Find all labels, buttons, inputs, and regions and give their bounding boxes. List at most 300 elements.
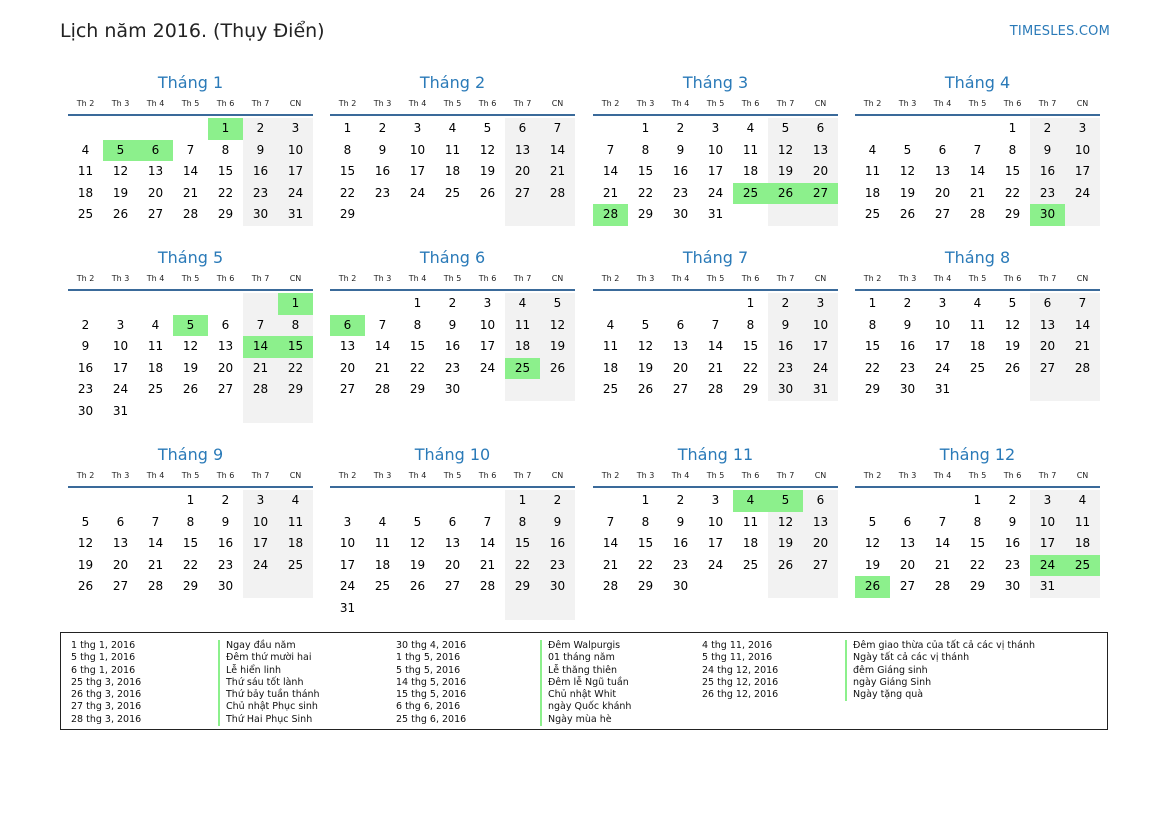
empty-day-cell [855, 118, 890, 140]
day-cell: 16 [217, 536, 234, 551]
day-cell: 21 [934, 557, 951, 572]
day-cell: 24 [278, 183, 313, 205]
weekday-label: Th 5 [968, 471, 987, 480]
month-block [593, 247, 838, 401]
day-cell: 30 [444, 382, 461, 397]
weekday-header [330, 97, 575, 116]
day-cell: 28 [479, 579, 496, 594]
day-cell: 15 [637, 164, 654, 179]
weekday-label: Th 6 [741, 471, 760, 480]
day-cell: 23 [1030, 183, 1065, 205]
weekday-label: Th 3 [636, 274, 655, 283]
day-cell: 25 [742, 557, 759, 572]
day-cell: 24 [409, 185, 426, 200]
day-cell: 4 [81, 142, 90, 157]
legend-names-col-3 [845, 640, 1035, 701]
weekday-label: Th 4 [933, 471, 952, 480]
legend-date: 27 thg 3, 2016 [71, 701, 142, 713]
weekday-label: Th 7 [1038, 471, 1057, 480]
day-cell: 16 [374, 164, 391, 179]
day-cell: 2 [676, 121, 685, 135]
day-cell: 31 [278, 204, 313, 226]
day-cell: 28 [182, 207, 199, 222]
empty-day-cell [103, 293, 138, 315]
day-cell: 23 [1004, 557, 1021, 572]
day-cell: 31 [707, 207, 724, 222]
day-cell: 14 [147, 536, 164, 551]
day-cell: 13 [803, 140, 838, 162]
weekday-label: Th 4 [933, 99, 952, 108]
day-cell: 14 [540, 140, 575, 162]
day-cell: 24 [934, 360, 951, 375]
day-cell: 13 [147, 164, 164, 179]
day-cell: 11 [1065, 512, 1100, 534]
weekday-label: Th 4 [671, 471, 690, 480]
month-title: Tháng 10 [414, 445, 491, 464]
weekday-label: Th 6 [741, 274, 760, 283]
weekday-label: Th 2 [76, 274, 95, 283]
empty-day-cell [243, 576, 278, 598]
day-cell: 29 [969, 579, 986, 594]
day-cell: 2 [81, 317, 90, 332]
day-cell: 9 [221, 514, 230, 529]
weekday-label: Th 3 [373, 274, 392, 283]
day-cell: 24 [243, 555, 278, 577]
day-cell: 2 [243, 118, 278, 140]
day-cell: 25 [969, 360, 986, 375]
day-cell: 22 [278, 358, 313, 380]
day-cell: 12 [768, 140, 803, 162]
weekday-label: CN [1076, 99, 1089, 108]
empty-day-cell [803, 204, 838, 226]
day-cell: 26 [899, 207, 916, 222]
day-cell: 17 [707, 164, 724, 179]
day-cell: 9 [243, 140, 278, 162]
day-cell: 6 [505, 118, 540, 140]
weekday-label: CN [289, 99, 302, 108]
day-cell: 22 [742, 360, 759, 375]
weekday-label: Th 5 [968, 274, 987, 283]
empty-day-cell [138, 490, 173, 512]
day-cell: 5 [868, 514, 877, 529]
day-cell: 10 [803, 315, 838, 337]
weekday-label: Th 3 [898, 471, 917, 480]
legend-date: 5 thg 1, 2016 [71, 652, 136, 664]
holiday-day-cell: 26 [768, 183, 803, 205]
day-cell: 21 [540, 161, 575, 183]
day-cell: 25 [864, 207, 881, 222]
legend-holiday-name: ngày Giáng Sinh [845, 677, 1035, 689]
weekday-label: Th 4 [146, 99, 165, 108]
day-cell: 21 [479, 557, 496, 572]
month-title: Tháng 5 [157, 248, 224, 267]
legend-date: 6 thg 6, 2016 [396, 701, 461, 713]
day-cell: 17 [1030, 533, 1065, 555]
day-cell: 18 [444, 164, 461, 179]
legend-holiday-name: Lễ thăng thiên [540, 665, 631, 677]
month-title: Tháng 12 [939, 445, 1016, 464]
day-cell: 29 [637, 207, 654, 222]
day-cell: 3 [803, 293, 838, 315]
weekday-header [855, 469, 1100, 488]
day-cell: 14 [374, 339, 391, 354]
legend-date: 25 thg 3, 2016 [71, 676, 142, 688]
day-cell: 22 [409, 360, 426, 375]
day-cell: 19 [899, 185, 916, 200]
day-cell: 26 [637, 382, 654, 397]
day-cell: 26 [1004, 360, 1021, 375]
day-cell: 18 [864, 185, 881, 200]
day-cell: 22 [637, 185, 654, 200]
weekday-header [330, 272, 575, 291]
weekday-label: Th 7 [776, 99, 795, 108]
legend-holiday-name: Ngày tặng quà [845, 689, 1035, 701]
day-cell: 30 [243, 204, 278, 226]
empty-day-cell [365, 490, 400, 512]
legend-holiday-name: Thứ sáu tốt lành [218, 677, 320, 689]
day-cell: 28 [147, 579, 164, 594]
weekday-label: Th 6 [216, 471, 235, 480]
day-cell: 31 [112, 403, 129, 418]
weekday-label: Th 5 [706, 99, 725, 108]
day-cell: 13 [1030, 315, 1065, 337]
legend-holiday-name: Chủ nhật Whit [540, 689, 631, 701]
weekday-label: Th 3 [898, 99, 917, 108]
day-cell: 9 [676, 514, 685, 529]
legend-holiday-name: 01 tháng năm [540, 652, 631, 664]
day-cell: 10 [278, 140, 313, 162]
day-cell: 3 [483, 296, 492, 310]
day-cell: 2 [378, 121, 387, 135]
day-cell: 23 [768, 358, 803, 380]
day-cell: 2 [1008, 493, 1017, 507]
day-cell: 3 [413, 121, 422, 135]
month-days-grid [68, 118, 313, 226]
month-block [593, 72, 838, 226]
weekday-label: CN [814, 471, 827, 480]
weekday-label: Th 2 [338, 471, 357, 480]
day-cell: 5 [641, 317, 650, 332]
legend-date: 24 thg 12, 2016 [702, 664, 779, 676]
day-cell: 23 [899, 360, 916, 375]
empty-day-cell [103, 118, 138, 140]
legend-holiday-name: Ngay đầu năm [218, 640, 320, 652]
day-cell: 29 [505, 576, 540, 598]
day-cell: 8 [343, 142, 352, 157]
day-cell: 8 [868, 317, 877, 332]
day-cell: 14 [602, 536, 619, 551]
day-cell: 28 [1065, 358, 1100, 380]
day-cell: 16 [444, 339, 461, 354]
empty-day-cell [698, 293, 733, 315]
day-cell: 29 [742, 382, 759, 397]
day-cell: 19 [112, 185, 129, 200]
weekday-label: Th 7 [1038, 274, 1057, 283]
day-cell: 18 [742, 536, 759, 551]
day-cell: 29 [182, 579, 199, 594]
day-cell: 10 [409, 142, 426, 157]
holiday-day-cell: 25 [733, 183, 768, 205]
weekday-label: Th 2 [338, 274, 357, 283]
empty-day-cell [470, 598, 505, 620]
day-cell: 17 [803, 336, 838, 358]
day-cell: 15 [637, 536, 654, 551]
day-cell: 7 [540, 118, 575, 140]
day-cell: 24 [707, 557, 724, 572]
weekday-label: Th 5 [181, 274, 200, 283]
day-cell: 8 [746, 317, 755, 332]
day-cell: 1 [641, 493, 650, 507]
legend-holiday-name: ngày Quốc khánh [540, 701, 631, 713]
month-days-grid [593, 490, 838, 598]
day-cell: 13 [672, 339, 689, 354]
day-cell: 3 [116, 317, 125, 332]
day-cell: 13 [444, 536, 461, 551]
holiday-day-cell: 25 [1065, 555, 1100, 577]
day-cell: 27 [899, 579, 916, 594]
weekday-label: Th 2 [863, 471, 882, 480]
day-cell: 19 [637, 360, 654, 375]
day-cell: 9 [81, 339, 90, 354]
day-cell: 4 [378, 514, 387, 529]
empty-day-cell [593, 490, 628, 512]
day-cell: 31 [803, 379, 838, 401]
empty-day-cell [243, 293, 278, 315]
day-cell: 15 [1004, 164, 1021, 179]
month-days-grid [68, 490, 313, 598]
day-cell: 30 [1004, 579, 1021, 594]
day-cell: 14 [479, 536, 496, 551]
day-cell: 20 [899, 557, 916, 572]
day-cell: 18 [602, 360, 619, 375]
weekday-label: CN [551, 471, 564, 480]
weekday-label: Th 7 [776, 471, 795, 480]
day-cell: 20 [147, 185, 164, 200]
month-block [330, 444, 575, 620]
legend-date: 26 thg 12, 2016 [702, 689, 779, 701]
day-cell: 22 [505, 555, 540, 577]
day-cell: 23 [77, 382, 94, 397]
day-cell: 7 [151, 514, 160, 529]
day-cell: 13 [217, 339, 234, 354]
day-cell: 8 [1008, 142, 1017, 157]
day-cell: 27 [672, 382, 689, 397]
day-cell: 17 [278, 161, 313, 183]
day-cell: 2 [221, 493, 230, 507]
day-cell: 20 [112, 557, 129, 572]
day-cell: 12 [182, 339, 199, 354]
day-cell: 2 [676, 493, 685, 507]
empty-day-cell [925, 490, 960, 512]
weekday-label: Th 3 [636, 471, 655, 480]
day-cell: 10 [1030, 512, 1065, 534]
day-cell: 12 [1004, 317, 1021, 332]
weekday-header [593, 97, 838, 116]
day-cell: 12 [864, 536, 881, 551]
legend-holiday-name: Đêm Walpurgis [540, 640, 631, 652]
day-cell: 5 [768, 118, 803, 140]
day-cell: 16 [77, 360, 94, 375]
day-cell: 15 [339, 164, 356, 179]
day-cell: 28 [934, 579, 951, 594]
weekday-label: CN [814, 99, 827, 108]
weekday-label: Th 6 [478, 99, 497, 108]
legend-holiday-name: Đêm lễ Ngũ tuần [540, 677, 631, 689]
day-cell: 1 [868, 296, 877, 310]
day-cell: 29 [278, 379, 313, 401]
empty-day-cell [470, 490, 505, 512]
day-cell: 3 [343, 514, 352, 529]
empty-day-cell [173, 401, 208, 423]
day-cell: 29 [409, 382, 426, 397]
day-cell: 1 [1008, 121, 1017, 135]
day-cell: 21 [147, 557, 164, 572]
month-days-grid [330, 490, 575, 620]
day-cell: 8 [186, 514, 195, 529]
day-cell: 2 [768, 293, 803, 315]
month-title: Tháng 8 [944, 248, 1011, 267]
day-cell: 26 [768, 555, 803, 577]
month-days-grid [593, 118, 838, 226]
day-cell: 8 [641, 514, 650, 529]
day-cell: 10 [1065, 140, 1100, 162]
day-cell: 4 [606, 317, 615, 332]
empty-day-cell [593, 293, 628, 315]
day-cell: 11 [147, 339, 164, 354]
day-cell: 2 [1030, 118, 1065, 140]
day-cell: 2 [540, 490, 575, 512]
day-cell: 11 [278, 512, 313, 534]
day-cell: 30 [768, 379, 803, 401]
legend-dates-col-3 [702, 640, 778, 701]
day-cell: 12 [768, 512, 803, 534]
day-cell: 17 [1065, 161, 1100, 183]
empty-day-cell [698, 576, 733, 598]
empty-day-cell [400, 598, 435, 620]
empty-day-cell [960, 379, 995, 401]
day-cell: 10 [112, 339, 129, 354]
day-cell: 20 [505, 161, 540, 183]
day-cell: 27 [934, 207, 951, 222]
day-cell: 11 [742, 514, 759, 529]
weekday-label: CN [551, 99, 564, 108]
month-days-grid [593, 293, 838, 401]
day-cell: 11 [77, 164, 94, 179]
day-cell: 20 [444, 557, 461, 572]
day-cell: 15 [505, 533, 540, 555]
day-cell: 14 [182, 164, 199, 179]
weekday-label: Th 2 [601, 99, 620, 108]
day-cell: 12 [112, 164, 129, 179]
empty-day-cell [540, 204, 575, 226]
month-block [855, 444, 1100, 598]
day-cell: 4 [868, 142, 877, 157]
legend-dates-col-1 [71, 640, 141, 726]
weekday-label: Th 7 [251, 471, 270, 480]
holiday-day-cell: 5 [103, 140, 138, 162]
month-title: Tháng 2 [419, 73, 486, 92]
day-cell: 6 [676, 317, 685, 332]
day-cell: 6 [1030, 293, 1065, 315]
empty-day-cell [995, 379, 1030, 401]
month-title: Tháng 6 [419, 248, 486, 267]
weekday-label: Th 5 [968, 99, 987, 108]
day-cell: 20 [803, 533, 838, 555]
day-cell: 29 [339, 207, 356, 222]
legend-holiday-name: Lễ hiển linh [218, 665, 320, 677]
empty-day-cell [470, 379, 505, 401]
day-cell: 19 [409, 557, 426, 572]
day-cell: 7 [378, 317, 387, 332]
weekday-label: Th 7 [513, 99, 532, 108]
day-cell: 22 [339, 185, 356, 200]
day-cell: 15 [182, 536, 199, 551]
empty-day-cell [540, 598, 575, 620]
weekday-label: Th 5 [443, 99, 462, 108]
weekday-label: CN [289, 471, 302, 480]
weekday-label: Th 3 [111, 471, 130, 480]
empty-day-cell [1065, 576, 1100, 598]
holiday-day-cell: 24 [1030, 555, 1065, 577]
empty-day-cell [505, 598, 540, 620]
day-cell: 13 [803, 512, 838, 534]
empty-day-cell [733, 204, 768, 226]
day-cell: 26 [409, 579, 426, 594]
empty-day-cell [803, 576, 838, 598]
weekday-label: Th 4 [146, 471, 165, 480]
weekday-header [68, 272, 313, 291]
empty-day-cell [1065, 379, 1100, 401]
brand-link[interactable]: TIMESLES.COM [1009, 24, 1110, 39]
weekday-label: Th 6 [741, 99, 760, 108]
day-cell: 20 [217, 360, 234, 375]
day-cell: 22 [217, 185, 234, 200]
day-cell: 17 [934, 339, 951, 354]
day-cell: 30 [672, 207, 689, 222]
legend-date: 14 thg 5, 2016 [396, 676, 467, 688]
day-cell: 1 [973, 493, 982, 507]
day-cell: 7 [1065, 293, 1100, 315]
day-cell: 30 [77, 403, 94, 418]
weekday-label: Th 3 [636, 99, 655, 108]
weekday-header [68, 469, 313, 488]
day-cell: 18 [1065, 533, 1100, 555]
day-cell: 5 [540, 293, 575, 315]
empty-day-cell [138, 293, 173, 315]
day-cell: 6 [116, 514, 125, 529]
day-cell: 25 [147, 382, 164, 397]
weekday-label: CN [551, 274, 564, 283]
month-days-grid [330, 118, 575, 226]
empty-day-cell [1030, 379, 1065, 401]
weekday-label: Th 7 [251, 99, 270, 108]
day-cell: 19 [864, 557, 881, 572]
day-cell: 25 [77, 207, 94, 222]
day-cell: 16 [899, 339, 916, 354]
day-cell: 6 [903, 514, 912, 529]
day-cell: 1 [641, 121, 650, 135]
day-cell: 13 [934, 164, 951, 179]
day-cell: 7 [938, 514, 947, 529]
legend-holiday-name: đêm Giáng sinh [845, 665, 1035, 677]
empty-day-cell [278, 576, 313, 598]
day-cell: 30 [899, 382, 916, 397]
day-cell: 8 [413, 317, 422, 332]
day-cell: 29 [637, 579, 654, 594]
month-block [68, 72, 313, 226]
day-cell: 7 [606, 142, 615, 157]
day-cell: 1 [343, 121, 352, 135]
